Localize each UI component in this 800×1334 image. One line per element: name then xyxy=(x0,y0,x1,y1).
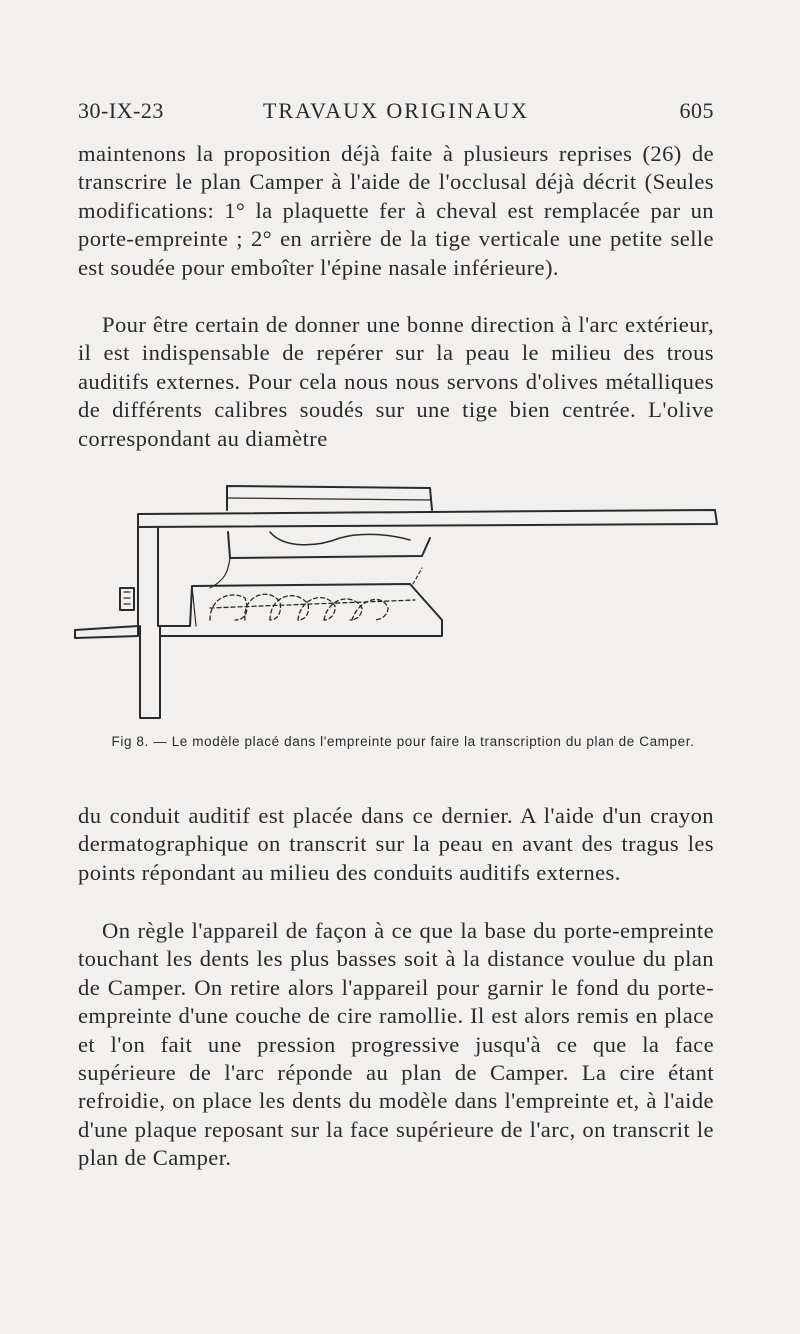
header-title: TRAVAUX ORIGINAUX xyxy=(262,98,530,123)
figure-caption: Fig 8. — Le modèle placé dans l'empreinte pour faire la transcription du plan de Camper. xyxy=(111,734,695,749)
page-number: 605 xyxy=(679,98,714,123)
header-date: 30-IX-23 xyxy=(78,98,164,123)
figure-8-illustration xyxy=(70,480,730,725)
running-header xyxy=(78,98,714,134)
paragraph-2: Pour être certain de donner une bonne direction à l'arc extérieur, il est indispensable de repérer sur la peau le milieu des trous auditifs externes. Pour cela nous nous servons d'olives métalliques de différents calibres soudés sur une tige bien centrée. L'olive correspondant au diamètre xyxy=(78,312,714,451)
paragraph-3: du conduit auditif est placée dans ce dernier. A l'aide d'un crayon dermatographique on transcrit sur la peau en avant des tragus les points répondant au milieu des conduits auditifs externes. xyxy=(78,803,714,885)
paragraph-4: On règle l'appareil de façon à ce que la base du porte-empreinte touchant les dents les plus basses soit à la distance voulue du plan de Camper. On retire alors l'appareil pour garnir le fond du porte-empreinte d'une couche de cire ramollie. Il est alors remis en place et l'on fait une pression progressive jusqu'à ce que la face supérieure de l'arc réponde au plan de Camper. La cire étant refroidie, on place les dents du modèle dans l'empreinte et, à l'aide d'une plaque reposant sur la face supérieure de l'arc, on transcrit le plan de Camper. xyxy=(78,918,714,1171)
paragraph-1: maintenons la proposition déjà faite à plusieurs reprises (26) de transcrire le plan Camper à l'aide de l'occlusal déjà décrit (Seules modifications: 1° la plaquette fer à cheval est remplacée par un porte-empreinte ; 2° en arrière de la tige verticale une petite selle est soudée pour emboîter l'épine nasale inférieure). xyxy=(78,141,714,280)
